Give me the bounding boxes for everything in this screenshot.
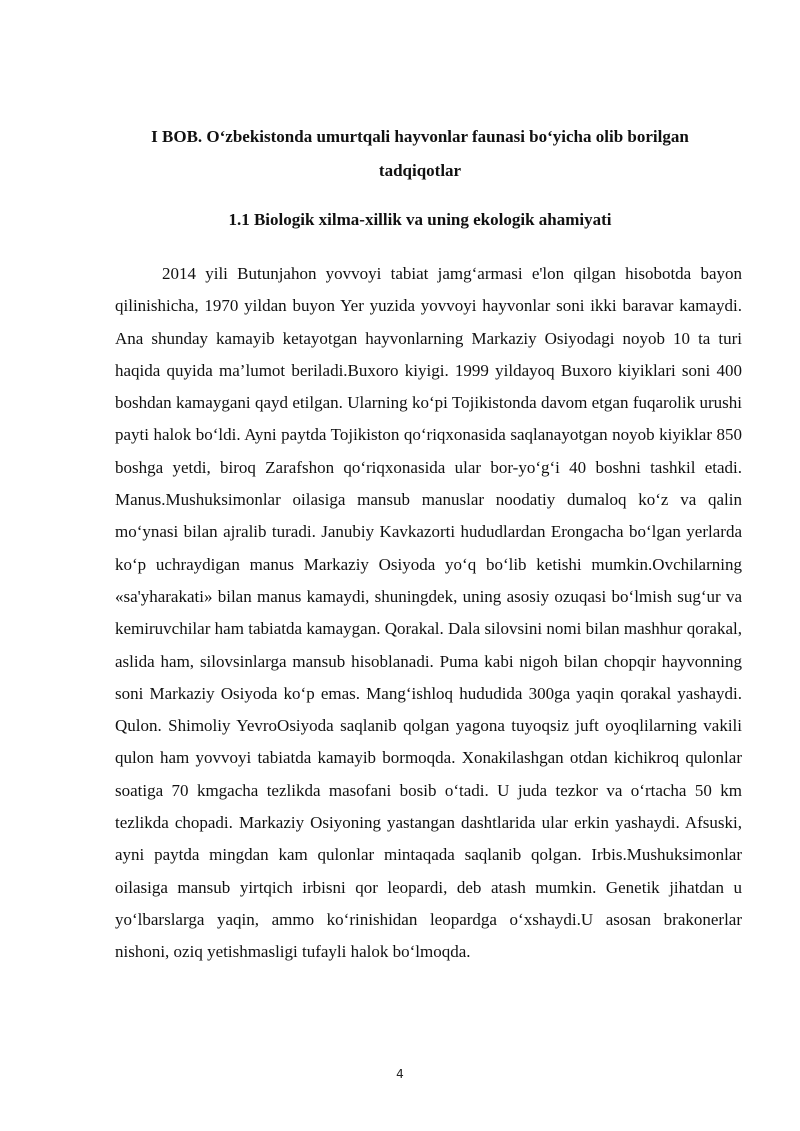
body-paragraph: 2014 yili Butunjahon yovvoyi tabiat jamg‘armasi e'lon qilgan hisobotda bayon qilinishicha, 1970 yildan buyon Yer yuzida yovvoyi hayvonlar soni ikki baravar kamaydi. Ana shunday kamayib ketayotgan hayvonlarning Markaziy Osiyodagi noyob 10 ta turi haqida quyida ma’lumot beriladi.Buxoro kiyigi. 1999 yildayoq Buxoro kiyiklari soni 400 boshdan kamaygani qayd etilgan. Ularning ko‘pi Tojikistonda davom etgan fuqarolik urushi payti halok bo‘ldi. Ayni paytda Tojikiston qo‘riqxonasida saqlanayotgan noyob kiyiklar 850 boshga yetdi, biroq Zarafshon qo‘riqxonasida ular bor-yo‘g‘i 40 boshni tashkil etadi. Manus.Mushuksimonlar oilasiga mansub manuslar noodatiy dumaloq ko‘z va qalin mo‘ynasi bilan ajralib turadi. Janubiy Kavkazorti hududlardan Erongacha bo‘lgan yerlarda ko‘p uchraydigan manus Markaziy Osiyoda yo‘q bo‘lib ketishi mumkin.Ovchilarning «sa'yharakati» bilan manus kamaydi, shuningdek, uning asosiy ozuqasi bo‘lmish sug‘ur va kemiruvchilar ham tabiatda kamaygan. Qorakal. Dala silovsini nomi bilan mashhur qorakal, aslida ham, silovsinlarga mansub hisoblanadi. Puma kabi nigoh bilan chopqir hayvonning soni Markaziy Osiyoda ko‘p emas. Mang‘ishloq hududida 300ga yaqin qorakal yashaydi. Qulon. Shimoliy YevroOsiyoda saqlanib qolgan yagona tuyoqsiz juft oyoqlilarning vakili qulon ham yovvoyi tabiatda kamayib bormoqda. Xonakilashgan otdan kichikroq qulonlar soatiga 70 kmgacha tezlikda masofani bosib o‘tadi. U juda tezkor va o‘rtacha 50 km tezlikda chopadi. Markaziy Osiyoning yastangan dashtlarida ular erkin yashaydi. Afsuski, ayni paytda mingdan kam qulonlar mintaqada saqlanib qolgan. Irbis.Mushuksimonlar oilasiga mansub yirtqich irbisni qor leopardi, deb atash mumkin. Genetik jihatdan u yo‘lbarslarga yaqin, ammo ko‘rinishidan leopardga o‘xshaydi.U asosan brakonerlar nishoni, oziq yetishmasligi tufayli halok bo‘lmoqda. [115, 264, 742, 962]
page-number: 4 [396, 1067, 404, 1081]
chapter-title: I BOB. O‘zbekistonda umurtqali hayvonlar faunasi bo‘yicha olib borilgan tadqiqotlar [151, 127, 689, 180]
section-title: 1.1 Biologik xilma-xillik va uning ekologik ahamiyati [228, 210, 612, 229]
